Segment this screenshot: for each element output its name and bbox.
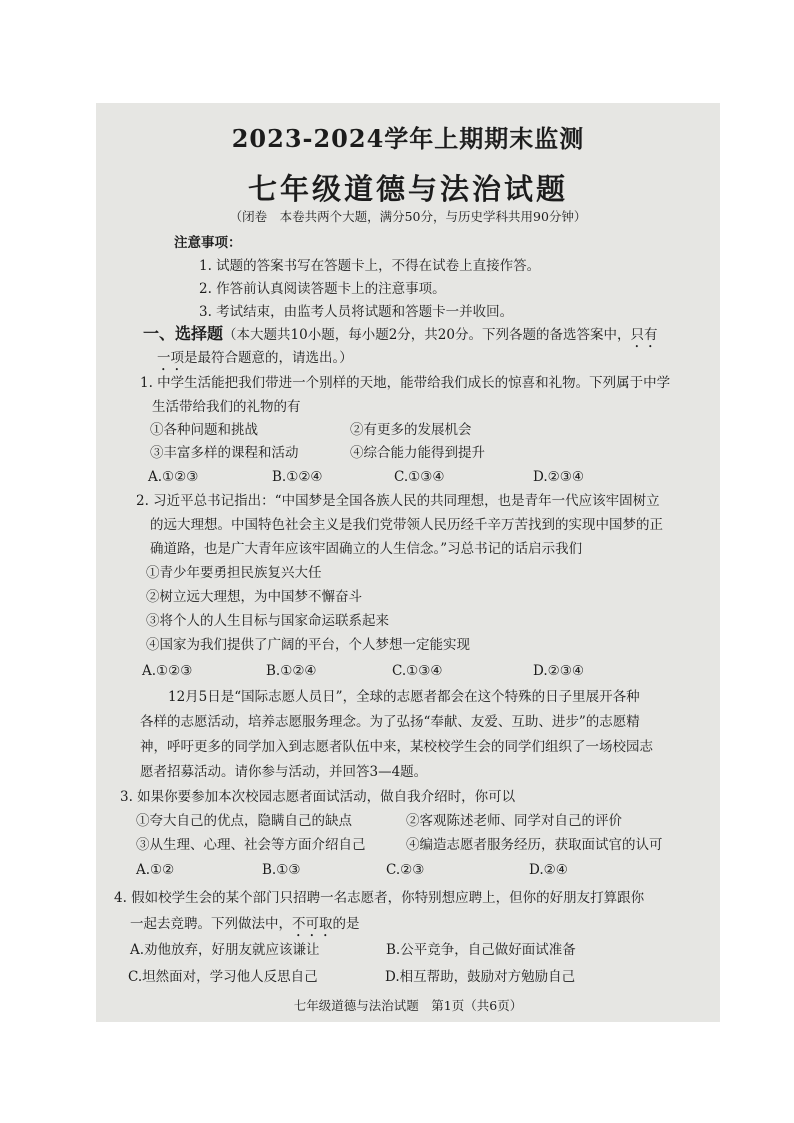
q3-answer-c: C.②③ <box>386 862 425 878</box>
q2-answer-d: D.②③④ <box>533 663 584 679</box>
q4-emphasis: 不可取 <box>292 916 333 932</box>
section-1-intro <box>143 325 657 351</box>
q2-answer-c: C.①③④ <box>392 663 443 679</box>
q3-option-2: ②客观陈述老师、同学对自己的评价 <box>406 813 622 829</box>
exam-name: 2023-2024学年上期期末监测 <box>231 124 585 153</box>
q3-answer-b: B.①③ <box>262 862 301 878</box>
q4-stem-line-1: 4. 假如校学生会的某个部门只招聘一名志愿者，你特别想应聘上，但你的好朋友打算跟你 <box>114 890 645 906</box>
q1-answer-b: B.①②④ <box>272 469 323 485</box>
q1-option-1: ①各种问题和挑战 <box>150 422 258 438</box>
q1-answer-d: D.②③④ <box>533 469 584 485</box>
q3-option-1: ①夸大自己的优点，隐瞒自己的缺点 <box>136 813 352 829</box>
page-footer: 七年级道德与法治试题 第1页（共6页） <box>293 998 523 1013</box>
q2-answer-a: A.①②③ <box>142 663 193 679</box>
q1-stem-line-2: 生活带给我们的礼物的有 <box>152 399 301 415</box>
q2-stem-line-3: 确道路，也是广大青年应该牢固确立的人生信念。”习总书记的话启示我们 <box>150 541 583 557</box>
q1-option-3: ③丰富多样的课程和活动 <box>150 445 299 461</box>
q2-answer-b: B.①②④ <box>266 663 317 679</box>
q4-stem-line-2: 一起去竞聘。下列做法中，不可取的是 <box>130 916 360 932</box>
notice-item-2: 2. 作答前认真阅读答题卡上的注意事项。 <box>199 281 446 297</box>
section-1-desc: （本大题共10小题，每小题2分，共20分。下列各题的备选答案中， <box>223 327 631 343</box>
q2-option-2: ②树立远大理想，为中国梦不懈奋斗 <box>146 589 362 605</box>
q3-stem: 3. 如果你要参加本次校园志愿者面试活动，做自我介绍时，你可以 <box>120 789 516 805</box>
notice-item-3: 3. 考试结束，由监考人员将试题和答题卡一并收回。 <box>199 304 514 320</box>
q4-option-c: C.坦然面对，学习他人反思自己 <box>128 969 318 985</box>
material-line-4: 愿者招募活动。请你参与活动，并回答3—4题。 <box>140 764 428 780</box>
q4-option-a: A.劝他放弃，好朋友就应该谦让 <box>130 942 320 958</box>
q3-option-3: ③从生理、心理、社会等方面介绍自己 <box>136 837 366 853</box>
q2-option-3: ③将个人的人生目标与国家命运联系起来 <box>146 613 389 629</box>
q1-option-4: ④综合能力能得到提升 <box>350 445 485 461</box>
q1-answer-a: A.①②③ <box>148 469 199 485</box>
material-line-1: 12月5日是“国际志愿人员日”，全球的志愿者都会在这个特殊的日子里展开各种 <box>168 689 640 705</box>
q2-stem-line-1: 2. 习近平总书记指出：“中国梦是全国各族人民的共同理想，也是青年一代应该牢固树立 <box>136 493 660 509</box>
q4-option-b: B.公平竞争，自己做好面试准备 <box>386 942 576 958</box>
notice-heading: 注意事项： <box>174 235 242 251</box>
exam-paper-sheet <box>96 103 720 1022</box>
section-1-emphasis: 只有 <box>630 327 658 343</box>
q3-option-4: ④编造志愿者服务经历，获取面试官的认可 <box>406 837 663 853</box>
material-line-3: 神，呼吁更多的同学加入到志愿者队伍中来，某校校学生会的同学们组织了一场校园志 <box>140 739 653 755</box>
q3-answer-a: A.①② <box>136 862 175 878</box>
q1-answer-c: C.①③④ <box>394 469 445 485</box>
material-line-2: 各样的志愿活动，培养志愿服务理念。为了弘扬“奉献、友爱、互助、进步”的志愿精 <box>140 714 640 730</box>
paper-title: 七年级道德与法治试题 <box>247 172 568 206</box>
notice-item-1: 1. 试题的答案书写在答题卡上，不得在试卷上直接作答。 <box>199 258 541 274</box>
q1-stem-line-1: 1. 中学生活能把我们带进一个别样的天地，能带给我们成长的惊喜和礼物。下列属于中学 <box>140 375 671 391</box>
q2-stem-line-2: 的远大理想。中国特色社会主义是我们党带领人民历经千辛万苦找到的实现中国梦的正 <box>150 517 663 533</box>
paper-subtitle: （闭卷 本卷共两个大题，满分50分，与历史学科共用90分钟） <box>229 209 587 224</box>
q4-option-d: D.相互帮助，鼓励对方勉励自己 <box>385 969 576 985</box>
q2-option-1: ①青少年要勇担民族复兴大任 <box>146 565 322 581</box>
q3-answer-d: D.②④ <box>529 862 568 878</box>
q1-option-2: ②有更多的发展机会 <box>350 422 472 438</box>
section-1-heading: 一、选择题 <box>143 324 224 343</box>
section-1-desc-line-2: 一项是最符合题意的，请选出。） <box>157 350 353 366</box>
q2-option-4: ④国家为我们提供了广阔的平台，个人梦想一定能实现 <box>146 637 470 653</box>
